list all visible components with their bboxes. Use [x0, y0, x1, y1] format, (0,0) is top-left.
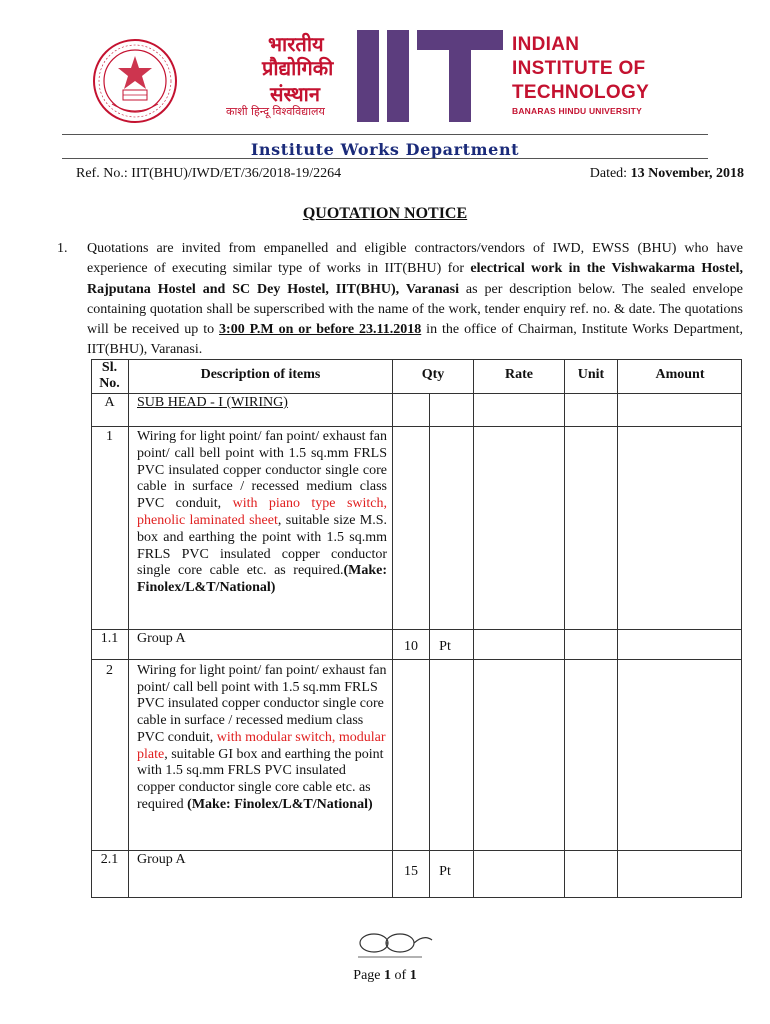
- row-a-sl: A: [104, 395, 115, 410]
- row-1-1-sl: 1.1: [100, 631, 119, 646]
- row-2-desc-part-2: , suitable GI box and earthing the point with 1.5 sq.mm FRLS PVC insulated copper conductor single core cable etc. as required: [137, 746, 384, 812]
- row-1-description: [137, 429, 387, 597]
- row-1-desc-part-1: Wiring for light point/ fan point/ exhaust fan point/ call bell point with 1.5 sq.mm FRLS PVC insulated copper conductor single core cable in surface / recessed medium class PVC conduit,: [137, 429, 387, 512]
- row-2-desc-highlight: with modular switch, modular plate: [137, 729, 386, 762]
- date-value: 13 November, 2018: [630, 166, 744, 181]
- date-label: Dated:: [589, 166, 631, 181]
- row-2-1-sl: 2.1: [100, 852, 119, 867]
- row-1-desc-part-2: , suitable size M.S. box and earthing the point with 1.5 sq.mm FRLS PVC insulated copper conductor single core cable etc. as required.: [137, 512, 387, 579]
- row-1-1-qty-unit: Pt: [439, 639, 451, 654]
- row-2-1-description: Group A: [137, 852, 186, 867]
- hindi-name-line-4: काशी हिन्दू विश्वविद्यालय: [226, 105, 325, 118]
- hindi-name-line-2: प्रौद्योगिकी: [262, 56, 334, 80]
- english-name-line-3: TECHNOLOGY: [512, 82, 650, 103]
- quotation-table: [91, 359, 742, 898]
- header-rule-bottom: [62, 158, 708, 159]
- english-name-line-4: BANARAS HINDU UNIVERSITY: [512, 106, 642, 116]
- reference-number: Ref. No.: IIT(BHU)/IWD/ET/36/2018-19/2264: [76, 166, 342, 181]
- row-2-desc-part-1: Wiring for light point/ fan point/ exhaust fan point/ call bell point with 1.5 sq.mm FRLS PVC insulated copper conductor single core cable in surface / recessed medium class PVC conduit,: [137, 663, 387, 745]
- row-1-sl: 1: [106, 429, 113, 444]
- department-title: Institute Works Department: [250, 140, 520, 159]
- iit-logo: [355, 30, 503, 122]
- paragraph-text-1: Quotations are invited from empanelled and eligible contractors/vendors of IWD, EWSS (BHU) who have experience of executing similar type of works in IIT(BHU) for: [87, 241, 743, 277]
- row-2-sl: 2: [106, 663, 113, 678]
- header-sl-no: Sl. No.: [99, 360, 120, 391]
- english-name-line-1: INDIAN: [512, 34, 580, 55]
- row-2-1-qty: 15: [404, 864, 418, 879]
- paragraph-number: 1.: [57, 241, 68, 256]
- notice-title: QUOTATION NOTICE: [302, 205, 468, 222]
- page-current: 1: [384, 968, 392, 983]
- header-unit: Unit: [577, 367, 605, 382]
- row-2-make: (Make: Finolex/L&T/National): [187, 796, 373, 812]
- row-2-description: [137, 663, 387, 813]
- hindi-name-line-1: भारतीय: [268, 32, 324, 56]
- swachh-bharat-logo: [346, 930, 436, 966]
- row-2-1-qty-unit: Pt: [439, 864, 451, 879]
- paragraph-deadline: 3:00 P.M on or before 23.11.2018: [219, 322, 422, 338]
- row-a-description: SUB HEAD - I (WIRING): [137, 395, 288, 410]
- institute-seal-logo: [92, 38, 178, 124]
- row-1-desc-highlight: with piano type switch, phenolic laminated sheet: [137, 496, 387, 528]
- page-number: [0, 968, 770, 984]
- paragraph-text-3: in the office of Chairman, Institute Works Department, IIT(BHU), Varanasi.: [87, 322, 743, 358]
- header-rate: Rate: [505, 367, 533, 382]
- row-1-1-qty: 10: [404, 639, 418, 654]
- paragraph-work-name: electrical work in the Vishwakarma Hostel, Rajputana Hostel and SC Dey Hostel, IIT(BHU), Varanasi: [87, 261, 743, 297]
- page-total: 1: [409, 968, 417, 983]
- english-name-line-2: INSTITUTE OF: [512, 58, 646, 79]
- page-prefix: Page: [353, 968, 385, 983]
- header-description: Description of items: [200, 367, 321, 382]
- paragraph-text-2: as per description below. The sealed envelope containing quotation shall be superscribed with the name of the work, tender enquiry ref. no. & date. The quotations will be received up to: [87, 281, 743, 338]
- page-of: of: [391, 968, 410, 983]
- date-line: [590, 166, 744, 182]
- row-1-make: (Make: Finolex/L&T/National): [137, 563, 387, 596]
- hindi-name-line-3: संस्थान: [270, 82, 320, 106]
- notice-paragraph: [57, 239, 743, 361]
- header-qty: Qty: [421, 367, 445, 382]
- header-rule-top: [62, 134, 708, 135]
- row-1-1-description: Group A: [137, 631, 186, 646]
- header-amount: Amount: [655, 367, 705, 382]
